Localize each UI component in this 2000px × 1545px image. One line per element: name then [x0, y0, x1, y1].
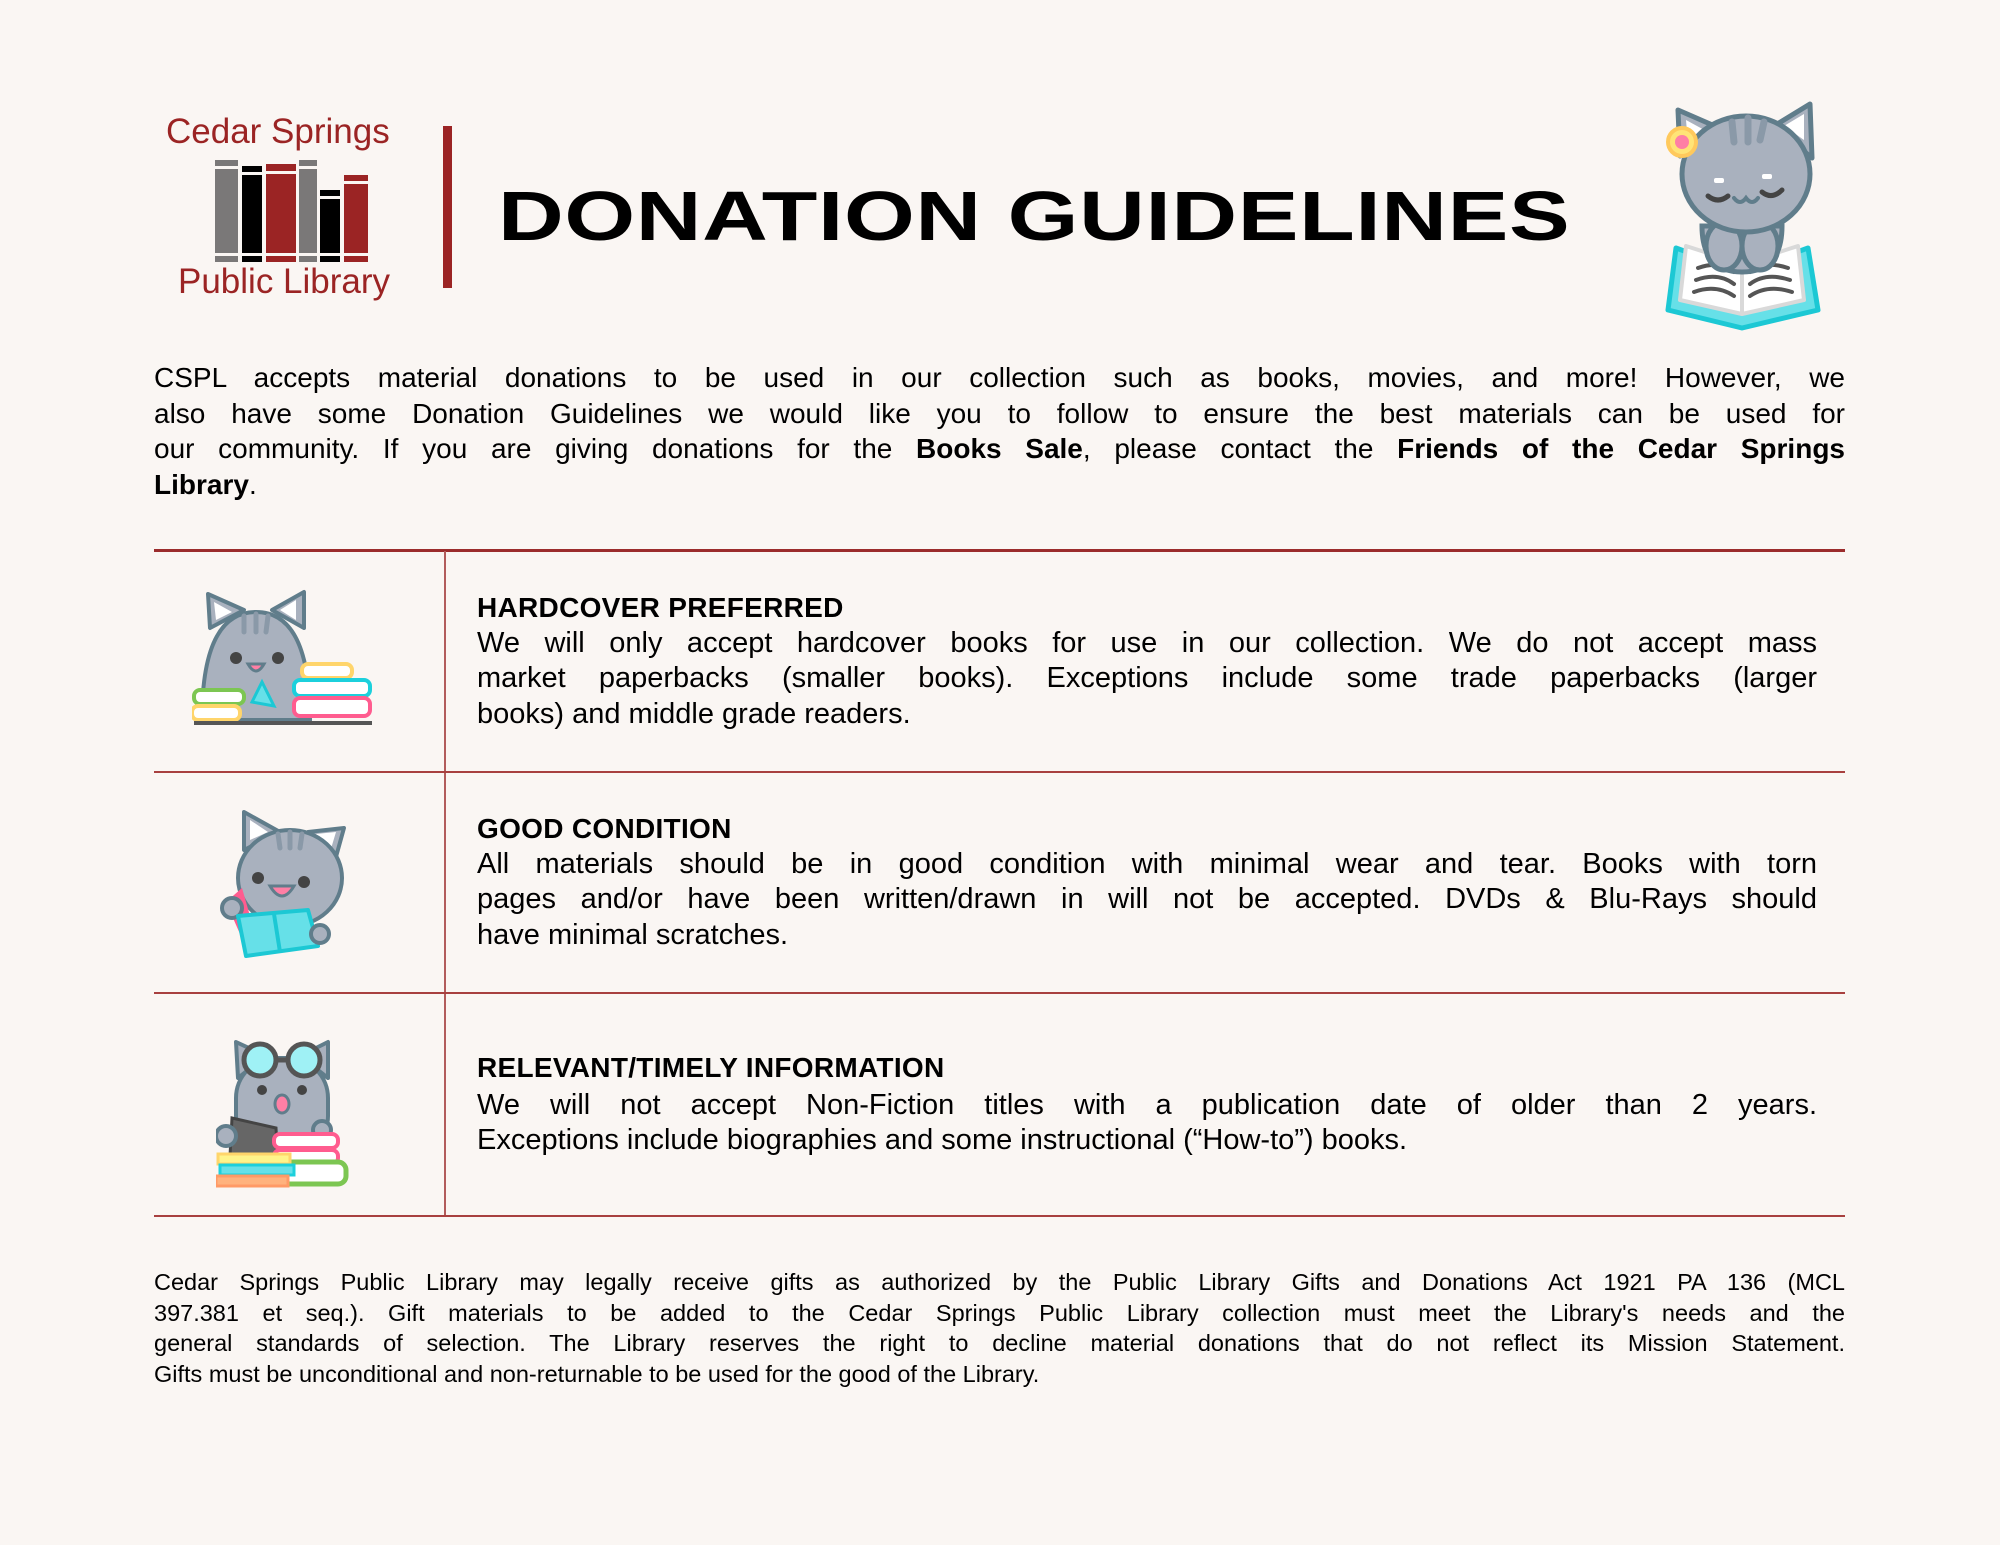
intro-line — [154, 431, 1845, 467]
footer-line: general standards of selection. The Library reserves the right to decline material donations that do not reflect its Mission Statement. — [154, 1330, 1845, 1357]
logo-books-icon — [210, 156, 375, 266]
intro-bold-text: Books Sale — [916, 433, 1083, 465]
book-spine — [266, 164, 296, 262]
book-spine — [320, 190, 340, 262]
book-spine — [299, 160, 317, 262]
cat-with-book-stacks-icon — [192, 588, 380, 728]
book-spine — [242, 166, 262, 262]
cat-reading-book-icon — [1662, 96, 1826, 332]
flower-icon — [1668, 128, 1696, 156]
logo-name-bottom: Public Library — [178, 262, 391, 301]
footer-line: Gifts must be unconditional and non-returnable to be used for the good of the Library. — [154, 1361, 1040, 1388]
row-divider — [154, 992, 1845, 994]
guideline-heading: HARDCOVER PREFERRED — [477, 592, 844, 623]
guideline-text-line: have minimal scratches. — [477, 918, 789, 951]
book-stack-right — [294, 664, 370, 716]
intro-text: , please contact the — [1082, 433, 1398, 465]
cat-reading-book-icon — [220, 806, 350, 960]
table-column-divider — [444, 551, 446, 1217]
legal-footer — [154, 1267, 1845, 1390]
header-divider — [443, 126, 452, 288]
book-spine — [215, 160, 238, 262]
intro-bold-text: Library — [154, 469, 249, 501]
guideline-text-line: pages and/or have been written/drawn in will not be accepted. DVDs & Blu-Rays should — [477, 883, 1817, 915]
intro-line — [154, 467, 1845, 503]
intro-line — [154, 360, 1845, 396]
intro-line — [154, 396, 1845, 432]
guideline-text-line: We will not accept Non-Fiction titles with a publication date of older than 2 years. — [477, 1088, 1817, 1121]
guideline-heading: RELEVANT/TIMELY INFORMATION — [477, 1052, 945, 1083]
intro-text: CSPL accepts material donations to be used in our collection such as books, movies, and more! However, we — [154, 362, 1845, 393]
logo-name-top: Cedar Springs — [166, 112, 390, 151]
guideline-heading: GOOD CONDITION — [477, 813, 732, 844]
book-stack-left — [192, 690, 244, 720]
intro-text: . — [248, 469, 257, 501]
guideline-text-line: market paperbacks (smaller books). Exceptions include some trade paperbacks (larger — [477, 662, 1817, 694]
guideline-condition — [477, 811, 1817, 953]
guideline-text-line: All materials should be in good condition with minimal wear and tear. Books with torn — [477, 847, 1817, 880]
page-title: DONATION GUIDELINES — [498, 177, 1571, 255]
cat-with-glasses-icon — [216, 1038, 352, 1188]
footer-line: 397.381 et seq.). Gift materials to be added to the Cedar Springs Public Library collection must meet the Library's needs and the — [154, 1299, 1845, 1326]
guideline-text-line: We will only accept hardcover books for use in our collection. We do not accept mass — [477, 626, 1817, 659]
guideline-text-line: Exceptions include biographies and some instructional (“How-to”) books. — [477, 1124, 1408, 1156]
row-divider — [154, 1215, 1845, 1217]
footer-line: Cedar Springs Public Library may legally receive gifts as authorized by the Public Library Gifts and Donations Act 1921 PA 136 (MCL — [154, 1269, 1845, 1295]
intro-paragraph — [154, 360, 1845, 503]
guideline-hardcover — [477, 590, 1817, 732]
intro-text: also have some Donation Guidelines we would like you to follow to ensure the best materials can be used for — [154, 397, 1845, 429]
book-spine — [344, 175, 368, 262]
guideline-relevant — [477, 1050, 1817, 1159]
intro-text: our community. If you are giving donations for the — [154, 433, 917, 465]
table-top-border — [154, 549, 1845, 552]
row-divider — [154, 771, 1845, 773]
intro-bold-text: Friends of the Cedar Springs — [1397, 433, 1845, 465]
guideline-text-line: books) and middle grade readers. — [477, 697, 911, 730]
